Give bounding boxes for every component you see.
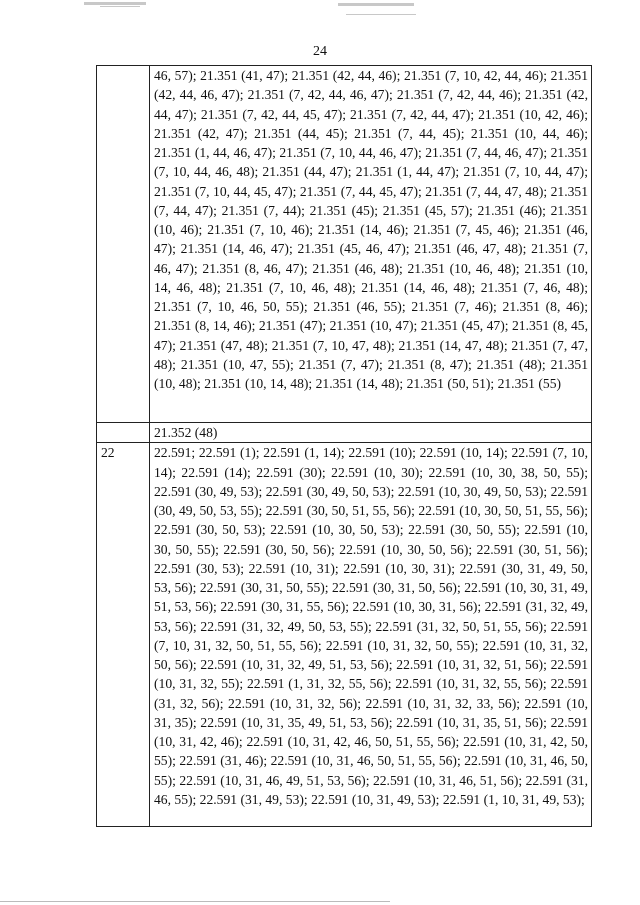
row-number-cell: 22	[97, 443, 150, 827]
table-row	[97, 66, 592, 423]
codes-cell: 46, 57); 21.351 (41, 47); 21.351 (42, 44, 46); 21.351 (7, 10, 42, 44, 46); 21.351 (42, 44, 46, 47); 21.351 (7, 42, 44, 46, 47); 21.351 (7, 42, 44, 46); 21.351 (42, 44, 47); 21.351 (7, 42, 44, 45, 47); 21.351 (7, 42, 44, 47); 21.351 (10, 42, 46); 21.351 (42, 47); 21.351 (44, 45); 21.351 (7, 44, 45); 21.351 (10, 44, 46); 21.351 (1, 44, 46, 47); 21.351 (7, 10, 44, 46, 47); 21.351 (7, 44, 46, 47); 21.351 (7, 10, 44, 46, 48); 21.351 (44, 47); 21.351 (1, 44, 47); 21.351 (7, 10, 44, 47); 21.351 (7, 10, 44, 45, 47); 21.351 (7, 44, 45, 47); 21.351 (7, 44, 47, 48); 21.351 (7, 44, 47); 21.351 (7, 44); 21.351 (45); 21.351 (45, 57); 21.351 (46); 21.351 (10, 46); 21.351 (7, 10, 46); 21.351 (14, 46); 21.351 (7, 45, 46); 21.351 (46, 47); 21.351 (14, 46, 47); 21.351 (45, 46, 47); 21.351 (46, 47, 48); 21.351 (7, 46, 47); 21.351 (8, 46, 47); 21.351 (46, 48); 21.351 (10, 46, 48); 21.351 (10, 14, 46, 48); 21.351 (7, 10, 46, 48); 21.351 (14, 46, 48); 21.351 (7, 46, 48); 21.351 (7, 10, 46, 50, 55); 21.351 (46, 55); 21.351 (7, 46); 21.351 (8, 46); 21.351 (8, 14, 46); 21.351 (47); 21.351 (10, 47); 21.351 (45, 47); 21.351 (8, 45, 47); 21.351 (47, 48); 21.351 (7, 10, 47, 48); 21.351 (14, 47, 48); 21.351 (7, 47, 48); 21.351 (10, 47, 55); 21.351 (7, 47); 21.351 (8, 47); 21.351 (48); 21.351 (10, 48); 21.351 (10, 14, 48); 21.351 (14, 48); 21.351 (50, 51); 21.351 (55)	[150, 66, 592, 423]
row-number-cell	[97, 66, 150, 423]
page-number: 24	[313, 44, 327, 59]
scan-artifact-right-thin	[346, 14, 416, 15]
codes-cell: 21.352 (48)	[150, 423, 592, 443]
table-row	[97, 443, 592, 827]
row-number-cell	[97, 423, 150, 443]
scan-artifact-left-thin	[100, 6, 140, 7]
codes-cell: 22.591; 22.591 (1); 22.591 (1, 14); 22.591 (10); 22.591 (10, 14); 22.591 (7, 10, 14); 22.591 (14); 22.591 (30); 22.591 (10, 30); 22.591 (10, 30, 38, 50, 55); 22.591 (30, 49, 53); 22.591 (30, 49, 50, 53); 22.591 (10, 30, 49, 50, 53); 22.591 (30, 49, 50, 53, 55); 22.591 (30, 50, 51, 55, 56); 22.591 (10, 30, 50, 51, 55, 56); 22.591 (30, 50, 53); 22.591 (10, 30, 50, 53); 22.591 (30, 50, 55); 22.591 (10, 30, 50, 55); 22.591 (30, 50, 56); 22.591 (10, 30, 50, 56); 22.591 (30, 51, 56); 22.591 (30, 53); 22.591 (10, 31); 22.591 (10, 30, 31); 22.591 (30, 31, 49, 50, 53, 56); 22.591 (30, 31, 50, 55); 22.591 (30, 31, 50, 56); 22.591 (10, 30, 31, 49, 51, 53, 56); 22.591 (30, 31, 55, 56); 22.591 (10, 30, 31, 56); 22.591 (31, 32, 49, 53, 56); 22.591 (31, 32, 49, 50, 53, 55); 22.591 (31, 32, 50, 51, 55, 56); 22.591 (7, 10, 31, 32, 50, 51, 55, 56); 22.591 (10, 31, 32, 50, 55); 22.591 (10, 31, 32, 50, 56); 22.591 (10, 31, 32, 49, 51, 53, 56); 22.591 (10, 31, 32, 51, 56); 22.591 (10, 31, 32, 55); 22.591 (1, 31, 32, 55, 56); 22.591 (10, 31, 32, 55, 56); 22.591 (31, 32, 56); 22.591 (10, 31, 32, 56); 22.591 (10, 31, 32, 33, 56); 22.591 (10, 31, 35); 22.591 (10, 31, 35, 49, 51, 53, 56); 22.591 (10, 31, 35, 51, 56); 22.591 (10, 31, 42, 46); 22.591 (10, 31, 42, 46, 50, 51, 55, 56); 22.591 (10, 31, 42, 50, 55); 22.591 (31, 46); 22.591 (10, 31, 46, 50, 51, 55, 56); 22.591 (10, 31, 46, 50, 55); 22.591 (10, 31, 46, 49, 51, 53, 56); 22.591 (10, 31, 46, 51, 56); 22.591 (31, 46, 55); 22.591 (31, 49, 53); 22.591 (10, 31, 49, 53); 22.591 (1, 10, 31, 49, 53);	[150, 443, 592, 827]
code-table	[96, 65, 592, 827]
scan-artifact-left	[84, 2, 146, 5]
scan-artifact-right	[338, 3, 414, 6]
table-row	[97, 423, 592, 443]
scan-bottom-edge	[0, 901, 390, 902]
